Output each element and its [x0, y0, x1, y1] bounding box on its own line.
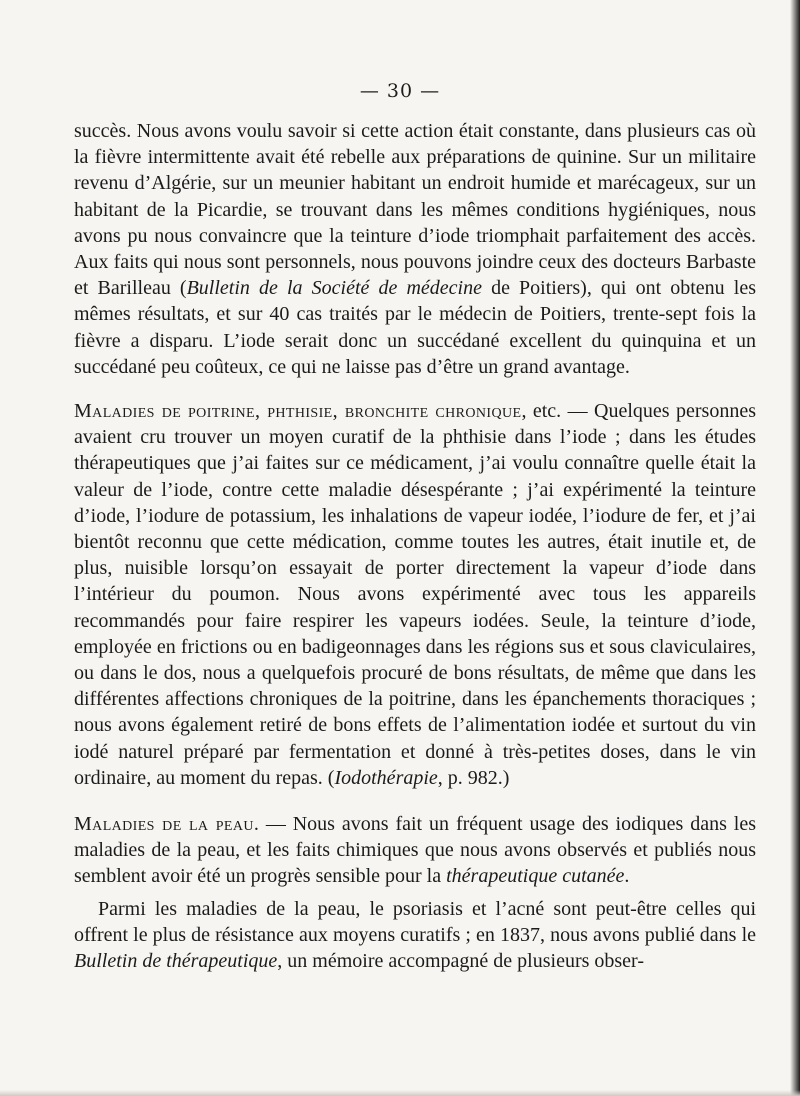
book-reference: Iodothérapie — [334, 766, 438, 789]
text-run: . — [624, 865, 630, 888]
journal-title: Bulletin de thérapeutique — [74, 950, 278, 973]
paragraph-skin-diseases — [74, 811, 756, 890]
page-number: — 30 — — [359, 80, 441, 102]
section-heading: Maladies de poitrine, phthisie, bronchite chronique — [74, 400, 522, 423]
text-run: succès. Nous avons voulu savoir si cette action était constante, dans plusieurs cas où la fièvre intermittente avait été rebelle aux préparations de quinine. Sur un militaire revenu d’Algérie, sur un meunier habitant un endroit humide et marécageux, sur un habitant de la Picardie, se trouvant dans les mêmes conditions hygiéniques, nous avons pu nous convaincre que la teinture d’iode triomphait parfaitement des accès. Aux faits qui nous sont personnels, nous pouvons joindre ceux des docteurs Barbaste et Barilleau ( — [74, 120, 756, 300]
text-run: , p. 982.) — [437, 766, 510, 789]
page-bottom-shadow — [0, 1090, 800, 1096]
body-text — [74, 118, 756, 974]
journal-title: Bulletin de la Société de médecine — [186, 277, 482, 300]
text-run: , etc. — Quelques personnes avaient cru trouver un moyen curatif de la phthisie dans l’iode ; dans les études thérapeutiques que j’ai faites sur ce médicament, j’ai voulu connaître quelle était la valeur de l’iode, contre cette maladie désespérante ; j’ai expérimenté la teinture d’iode, l’iodure de potassium, les inhalations de vapeur iodée, l’iodure de fer, et j’ai bientôt reconnu que cette médication, comme toutes les autres, était inutile et, de plus, nuisible lorsqu’on essayait de porter directement la vapeur d’iode dans l’intérieur du poumon. Nous avons expérimenté avec tous les appareils recommandés pour faire respirer les vapeurs iodées. Seule, la teinture d’iode, employée en frictions ou en badigeonnages dans les régions sus et sous claviculaires, ou dans le dos, nous a quelquefois procuré de bons résultats, de même que dans les différentes affections chroniques de la poitrine, dans les épanchements thoraciques ; nous avons également retiré de bons effets de l’alimentation iodée et surtout du vin iodé naturel préparé par fermentation et donné à très-petites doses, dans le vin ordinaire, au moment du repas. ( — [74, 400, 756, 789]
text-run: de Poitiers), qui ont obtenu les mêmes résultats, et sur 40 cas traités par le médecin de Poitiers, trente-sept fois la fièvre a disparu. L’iode serait donc un succédané excellent du quinquina et un succédané peu coûteux, ce qui ne laisse pas d’être un grand avantage. — [74, 277, 756, 378]
text-run: Parmi les maladies de la peau, le psoriasis et l’acné sont peut-être celles qui offrent le plus de résistance aux moyens curatifs ; en 1837, nous avons publié dans le — [74, 897, 756, 946]
italic-term: thérapeutique cutanée — [446, 865, 625, 888]
section-heading: Maladies de la peau — [74, 813, 254, 836]
paragraph-chest-diseases — [74, 398, 756, 791]
text-run: , un mémoire accompagné de plusieurs obser- — [277, 950, 644, 973]
text-run: . — Nous avons fait un fréquent usage des iodiques dans les maladies de la peau, et les faits chimiques que nous avons observés et publiés nous semblent avoir été un progrès sensible pour la — [74, 813, 757, 888]
paragraph-psoriasis — [74, 896, 756, 975]
page-edge-shadow — [790, 0, 800, 1096]
paragraph-fever-cases — [74, 118, 756, 380]
